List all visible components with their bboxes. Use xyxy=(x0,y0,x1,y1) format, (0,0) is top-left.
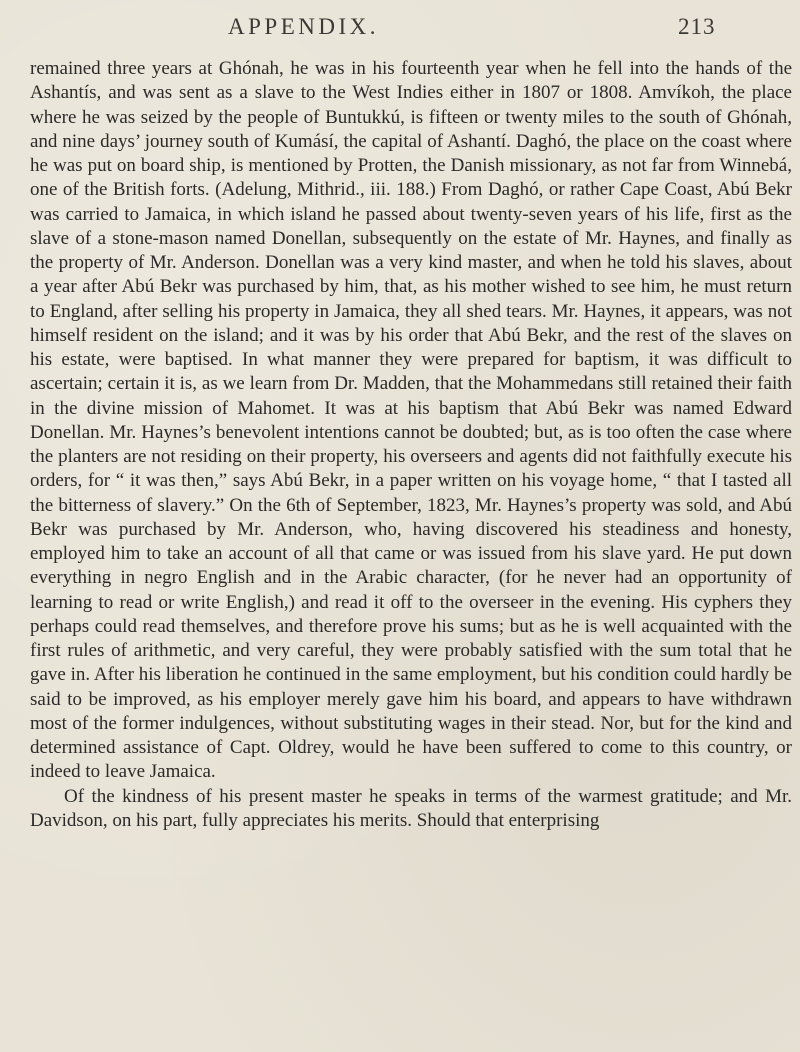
page-header xyxy=(0,6,800,46)
paragraph: Of the kindness of his present master he speaks in terms of the warmest gratitude; and Mr. Davidson, on his part, fully appreciates his merits. Should that enterprising xyxy=(30,785,792,831)
page-number: 213 xyxy=(678,14,716,39)
body-text xyxy=(30,57,792,833)
paragraph-continued: remained three years at Ghónah, he was in his fourteenth year when he fell into the hands of the Ashantís, and was sent as a slave to the West Indies either in 1807 or 1808. Amvíkoh, the place where he was seized by the people of Buntukkú, is fifteen or twenty miles to the south of Ghónah, and nine days’ journey south of Kumásí, the capital of Ashantí. Daghó, the place on the coast where he was put on board ship, is mentioned by Protten, the Danish missionary, as not far from Winnebá, one of the British forts. (Adelung, Mithrid., iii. 188.) From Daghó, or rather Cape Coast, Abú Bekr was carried to Jamaica, in which island he passed about twenty-seven years of his life, first as the slave of a stone-mason named Donellan, subsequently on the estate of Mr. Haynes, and finally as the property of Mr. Anderson. Donellan was a very kind master, and when he told his slaves, about a year after Abú Bekr was purchased by him, that, as his mother wished to see him, he must return to England, after selling his property in Jamaica, they all shed tears. Mr. Haynes, it appears, was not himself resident on the island; and it was by his order that Abú Bekr, and the rest of the slaves on his estate, were baptised. In what manner they were prepared for baptism, it was difficult to ascertain; certain it is, as we learn from Dr. Madden, that the Mohammedans still retained their faith in the divine mission of Mahomet. It was at his baptism that Abú Bekr was named Edward Donellan. Mr. Haynes’s benevolent intentions cannot be doubted; but, as is too often the case where the planters are not residing on their property, his overseers and agents did not faithfully execute his orders, for “ it was then,” says Abú Bekr, in a paper written on his voyage home, “ that I tasted all the bitterness of slavery.” On the 6th of September, 1823, Mr. Haynes’s property was sold, and Abú Bekr was purchased by Mr. Anderson, who, having discovered his steadiness and honesty, employed him to take an account of all that came or was issued from his slave yard. He put down everything in negro English and in the Arabic character, (for he never had an opportunity of learning to read or write English,) and read it off to the overseer in the evening. His cyphers they perhaps could read themselves, and therefore prove his sums; but as he is well acquainted with the first rules of arithmetic, and very careful, they were probably satisfied with the sum total that he gave in. After his liberation he continued in the same employment, but his condition could hardly be said to be improved, as his employer merely gave him his board, and appears to have withdrawn most of the former indulgences, without substituting wages in their stead. Nor, but for the kind and determined assistance of Capt. Oldrey, would he have been suffered to come to this country, or indeed to leave Jamaica. xyxy=(30,58,792,783)
running-head: APPENDIX. xyxy=(228,14,379,39)
